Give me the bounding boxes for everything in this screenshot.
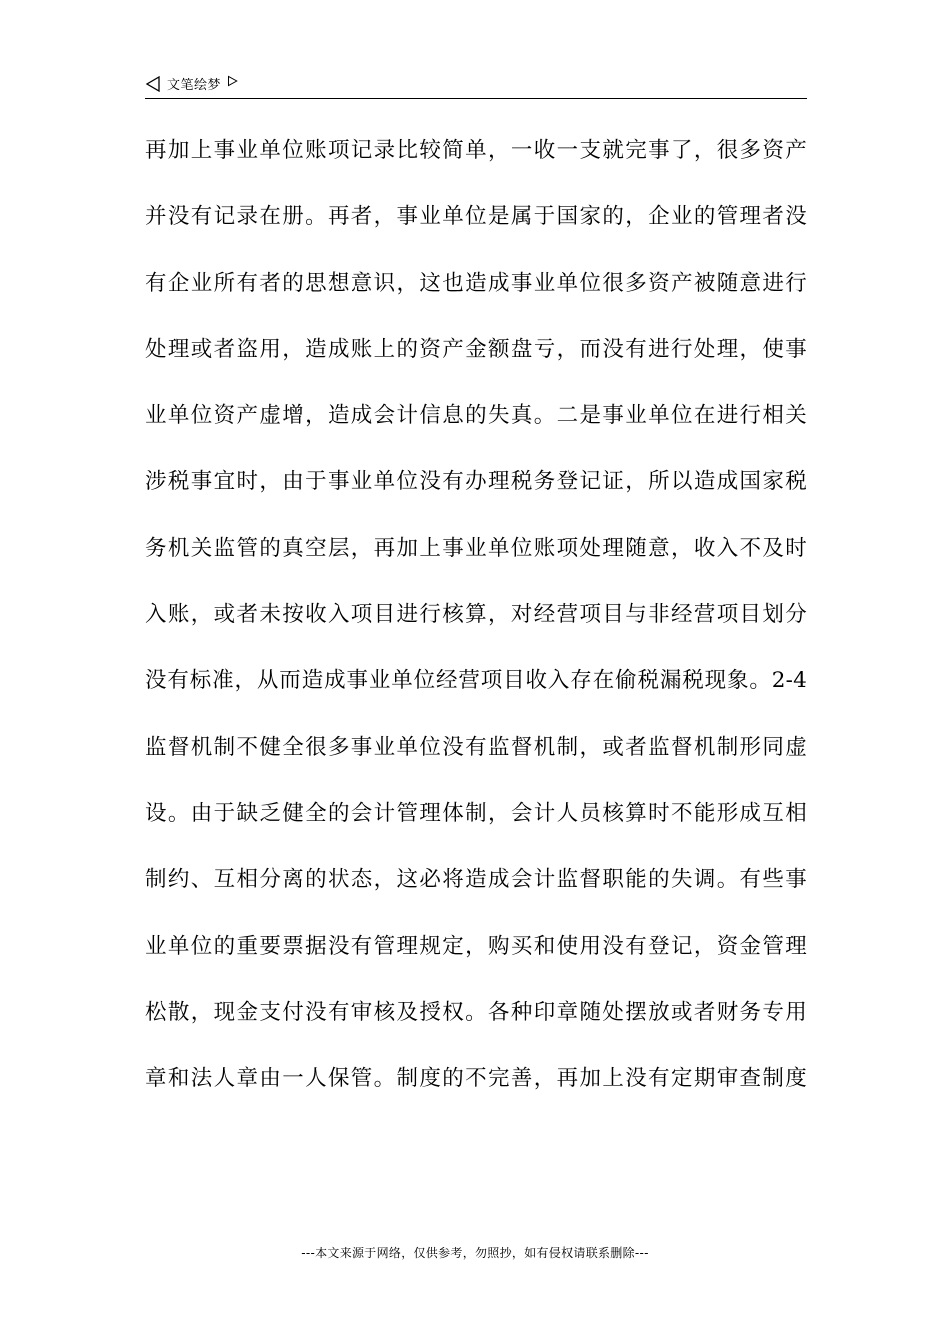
body-line: 处理或者盗用，造成账上的资产金额盘亏，而没有进行处理，使事: [145, 336, 807, 362]
body-line: 松散，现金支付没有审核及授权。各种印章随处摆放或者财务专用: [145, 999, 807, 1025]
body-line: 章和法人章由一人保管。制度的不完善，再加上没有定期审查制度: [145, 1066, 807, 1092]
page-header: [145, 72, 807, 99]
body-line: 业单位资产虚增，造成会计信息的失真。二是事业单位在进行相关: [145, 403, 807, 429]
header-brand-group: [145, 74, 239, 93]
document-body: [145, 118, 807, 1112]
triangle-left-icon: [145, 76, 161, 92]
body-line: 再加上事业单位账项记录比较简单，一收一支就完事了，很多资产: [145, 138, 807, 163]
triangle-right-icon: [227, 75, 239, 87]
body-line: 业单位的重要票据没有管理规定，购买和使用没有登记，资金管理: [145, 933, 807, 959]
body-line: 监督机制不健全很多事业单位没有监督机制，或者监督机制形同虚: [145, 734, 807, 760]
body-line: 设。由于缺乏健全的会计管理体制，会计人员核算时不能形成互相: [145, 800, 807, 826]
body-line: 没有标准，从而造成事业单位经营项目收入存在偷税漏税现象。2-4: [145, 668, 807, 694]
body-line: 并没有记录在册。再者，事业单位是属于国家的，企业的管理者没: [145, 204, 807, 230]
body-line: 务机关监管的真空层，再加上事业单位账项处理随意，收入不及时: [145, 535, 807, 561]
body-line: 制约、互相分离的状态，这必将造成会计监督职能的失调。有些事: [145, 867, 807, 893]
page-footer: ---本文来源于网络，仅供参考，勿照抄，如有侵权请联系删除---: [301, 1246, 649, 1260]
body-line: 入账，或者未按收入项目进行核算，对经营项目与非经营项目划分: [145, 602, 807, 628]
body-line: 有企业所有者的思想意识，这也造成事业单位很多资产被随意进行: [145, 270, 807, 296]
header-brand: 文笔绘梦: [167, 78, 222, 93]
body-line: 涉税事宜时，由于事业单位没有办理税务登记证，所以造成国家税: [145, 469, 807, 495]
